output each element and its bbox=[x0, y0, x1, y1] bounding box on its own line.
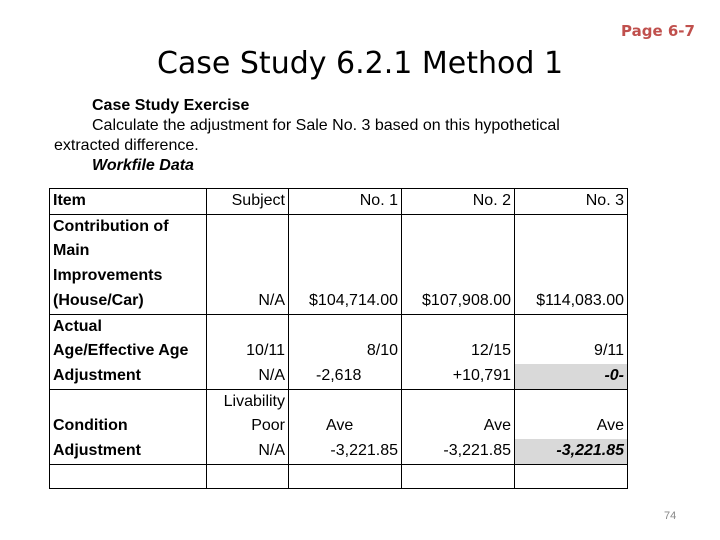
cell-no1: $104,714.00 bbox=[289, 214, 402, 314]
workfile-heading: Workfile Data bbox=[92, 157, 194, 174]
workfile-table bbox=[49, 188, 628, 489]
cell-no3: -0- bbox=[515, 364, 628, 389]
row-item: Adjustment bbox=[50, 439, 207, 464]
row-item: Contribution of Main Improvements (House/Car) bbox=[50, 214, 207, 314]
cell-no3: 9/11 bbox=[515, 314, 628, 364]
cell-no3: $114,083.00 bbox=[515, 214, 628, 314]
table-empty-row bbox=[50, 464, 628, 488]
cell-no1: Ave bbox=[289, 389, 402, 439]
page-label: Page 6-7 bbox=[621, 22, 695, 40]
row-item: Adjustment bbox=[50, 364, 207, 389]
table-row bbox=[50, 389, 628, 439]
table-row bbox=[50, 364, 628, 389]
cell-subject: Livability Poor bbox=[207, 389, 289, 439]
empty-cell bbox=[515, 464, 628, 488]
empty-cell bbox=[207, 464, 289, 488]
table-row bbox=[50, 314, 628, 364]
cell-no2: +10,791 bbox=[402, 364, 515, 389]
cell-no2: 12/15 bbox=[402, 314, 515, 364]
slide-number: 74 bbox=[664, 510, 677, 522]
slide-title: Case Study 6.2.1 Method 1 bbox=[156, 46, 564, 81]
exercise-heading: Case Study Exercise bbox=[92, 97, 250, 114]
cell-subject: N/A bbox=[207, 214, 289, 314]
cell-no3: Ave bbox=[515, 389, 628, 439]
table-row bbox=[50, 214, 628, 314]
exercise-text-line2: extracted difference. bbox=[54, 137, 199, 154]
empty-cell bbox=[402, 464, 515, 488]
cell-no2: Ave bbox=[402, 389, 515, 439]
cell-no1: 8/10 bbox=[289, 314, 402, 364]
header-no2: No. 2 bbox=[402, 189, 515, 215]
cell-no3: -3,221.85 bbox=[515, 439, 628, 464]
cell-subject: N/A bbox=[207, 439, 289, 464]
empty-cell bbox=[289, 464, 402, 488]
row-item: Actual Age/Effective Age bbox=[50, 314, 207, 364]
header-item: Item bbox=[50, 189, 207, 215]
cell-no2: -3,221.85 bbox=[402, 439, 515, 464]
cell-no2: $107,908.00 bbox=[402, 214, 515, 314]
cell-no1: -2,618 bbox=[289, 364, 402, 389]
cell-subject: 10/11 bbox=[207, 314, 289, 364]
intro-text bbox=[54, 96, 674, 176]
empty-cell bbox=[50, 464, 207, 488]
cell-subject: N/A bbox=[207, 364, 289, 389]
exercise-text-line1: Calculate the adjustment for Sale No. 3 based on this hypothetical bbox=[92, 117, 560, 134]
header-no1: No. 1 bbox=[289, 189, 402, 215]
row-item: Condition bbox=[50, 389, 207, 439]
table-row bbox=[50, 439, 628, 464]
header-subject: Subject bbox=[207, 189, 289, 215]
cell-no1: -3,221.85 bbox=[289, 439, 402, 464]
table-header-row bbox=[50, 189, 628, 215]
header-no3: No. 3 bbox=[515, 189, 628, 215]
